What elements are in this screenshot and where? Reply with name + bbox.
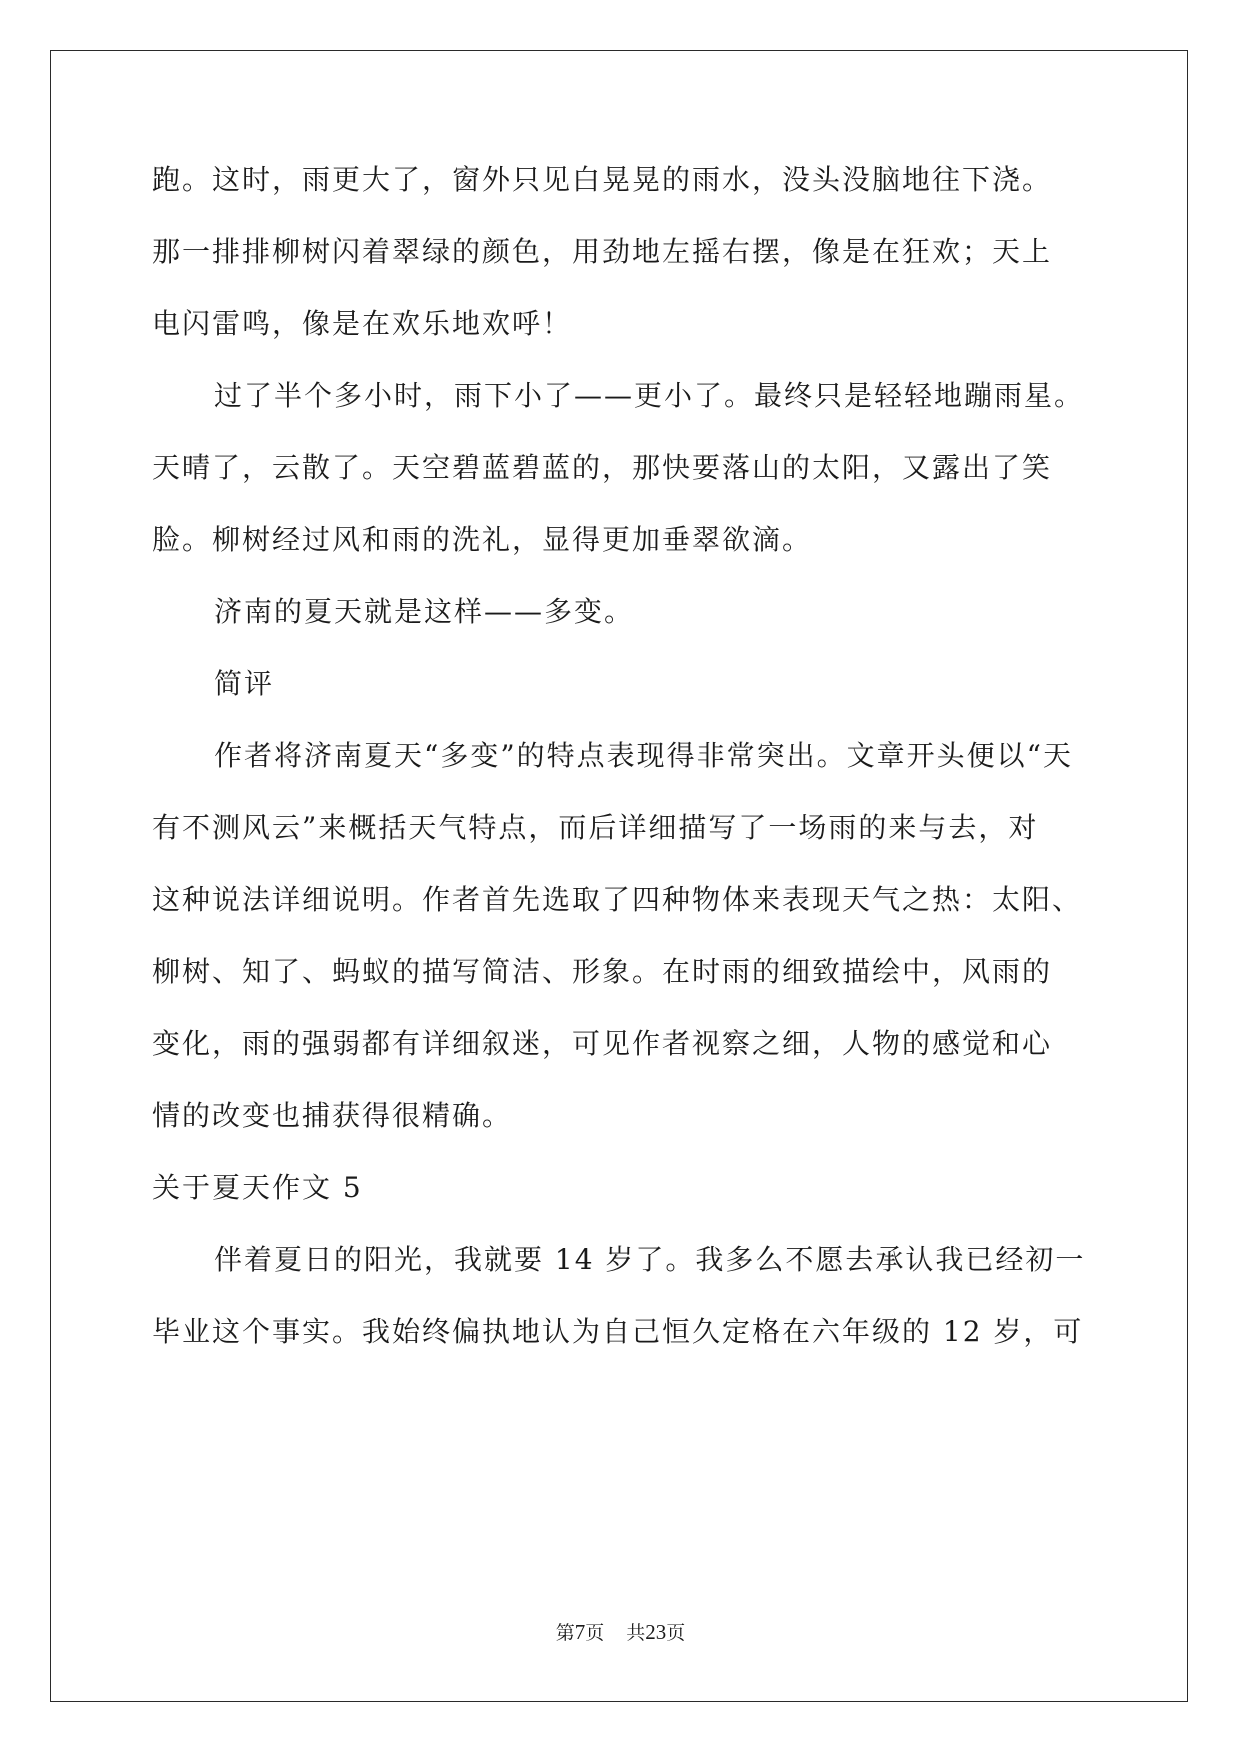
footer-total-suffix: 页 bbox=[666, 1622, 686, 1644]
text-line: 变化，雨的强弱都有详细叙迷，可见作者视察之细，人物的感觉和心 bbox=[152, 1027, 1053, 1060]
text-line: 毕业这个事实。我始终偏执地认为自己恒久定格在六年级的 12 岁，可 bbox=[152, 1315, 1084, 1348]
footer-total-prefix: 共 bbox=[626, 1622, 646, 1644]
paragraph-start: 作者将济南夏天“多变”的特点表现得非常突出。文章开头便以“天 bbox=[214, 739, 1073, 772]
paragraph-start: 过了半个多小时，雨下小了——更小了。最终只是轻轻地蹦雨星。 bbox=[214, 379, 1085, 412]
text-line: 情的改变也捕获得很精确。 bbox=[152, 1099, 513, 1132]
text-line: 脸。柳树经过风和雨的洗礼，显得更加垂翠欲滴。 bbox=[152, 523, 813, 556]
footer-page-suffix: 页 bbox=[585, 1622, 605, 1644]
page-border bbox=[50, 50, 1188, 1702]
text-line: 天晴了，云散了。天空碧蓝碧蓝的，那快要落山的太阳，又露出了笑 bbox=[152, 451, 1053, 484]
page-footer bbox=[0, 1620, 1241, 1645]
text-line: 电闪雷鸣，像是在欢乐地欢呼！ bbox=[152, 307, 573, 340]
section-title: 关于夏天作文 5 bbox=[152, 1171, 363, 1204]
page-number: 7 bbox=[574, 1620, 586, 1644]
text-line: 柳树、知了、蚂蚁的描写简洁、形象。在时雨的细致描绘中，风雨的 bbox=[152, 955, 1053, 988]
review-heading: 简评 bbox=[214, 667, 275, 700]
text-line: 这种说法详细说明。作者首先选取了四种物体来表现天气之热：太阳、 bbox=[152, 883, 1083, 916]
paragraph-start: 伴着夏日的阳光，我就要 14 岁了。我多么不愿去承认我已经初一 bbox=[214, 1243, 1086, 1276]
text-line: 有不测风云”来概括天气特点，而后详细描写了一场雨的来与去，对 bbox=[152, 811, 1039, 844]
text-line: 跑。这时，雨更大了，窗外只见白晃晃的雨水，没头没脑地往下浇。 bbox=[152, 163, 1053, 196]
footer-prefix: 第 bbox=[555, 1622, 575, 1644]
paragraph-start: 济南的夏天就是这样——多变。 bbox=[214, 595, 635, 628]
text-line: 那一排排柳树闪着翠绿的颜色，用劲地左摇右摆，像是在狂欢；天上 bbox=[152, 235, 1053, 268]
total-pages: 23 bbox=[645, 1620, 667, 1644]
